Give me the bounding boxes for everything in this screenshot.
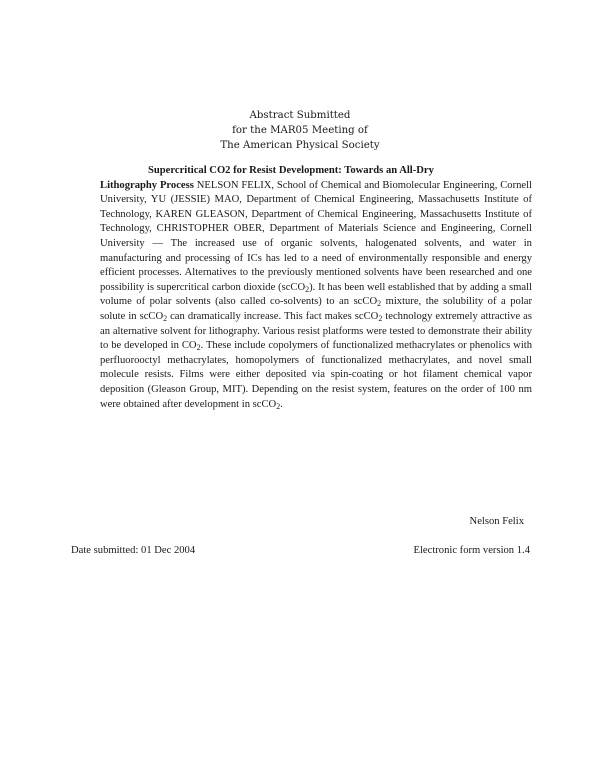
abstract-text-3: mixture, the solubility of a polar solute in scCO [100, 296, 532, 322]
page-footer [71, 545, 530, 556]
abstract-text-5: technology extremely attractive as an alternative solvent for lithography. Various resist platforms were tested to demonstrate their ability to be developed in CO [100, 310, 532, 352]
submission-header [0, 108, 600, 153]
form-version: Electronic form version 1.4 [413, 545, 530, 556]
author-signature: Nelson Felix [469, 516, 524, 527]
abstract-text-2: ). It has been well established that by adding a small volume of polar solvents (also called co-solvents) to an scCO [100, 281, 532, 308]
subscript: 2 [305, 284, 310, 294]
subscript: 2 [196, 343, 201, 353]
abstract-text-6: . These include copolymers of functionalized methacrylates or phenolics with perfluorooctyl methacrylates, homopolymers of functionalized methacrylates, and novel small molecule resists. Films were either deposited via spin-coating or hot filament chemical vapor deposition (Gleason Group, MIT). Depending on the resist system, features on the order of 100 nm were obtained after development in scCO [100, 340, 532, 410]
abstract-title-line-1: Supercritical CO2 for Resist Development: Towards an All-Dry [148, 165, 434, 176]
abstract-body [100, 164, 532, 412]
subscript: 2 [163, 313, 168, 323]
abstract-text-1: The increased use of organic solvents, halogenated solvents, and water in manufacturing and processing of ICs has led to a need of environmentally responsible and energy efficient processes. Alternatives to the previously mentioned solvents have been researched and one possibility is supercritical carbon dioxide (scCO [100, 237, 532, 293]
header-line-3: The American Physical Society [220, 140, 380, 151]
header-line-2: for the MAR05 Meeting of [232, 125, 368, 136]
abstract-text-7: . [280, 398, 283, 410]
abstract-text-4: can dramatically increase. This fact makes scCO [167, 310, 379, 322]
subscript: 2 [378, 313, 383, 323]
subscript: 2 [276, 401, 281, 411]
subscript: 2 [377, 299, 382, 309]
header-line-1: Abstract Submitted [249, 110, 351, 121]
date-submitted: Date submitted: 01 Dec 2004 [71, 545, 196, 556]
abstract-authors: NELSON FELIX, School of Chemical and Biomolecular Engineering, Cornell University, YU (JESSIE) MAO, Department of Chemical Engineering, Massachusetts Institute of Technology, KAREN GLEASON, Department of Chemical Engineering, Massachusetts Institute of Technology, CHRISTOPHER OBER, Department of Materials Science and Engineering, Cornell University — [100, 179, 532, 249]
abstract-title-line-2: Lithography Process [100, 179, 194, 191]
